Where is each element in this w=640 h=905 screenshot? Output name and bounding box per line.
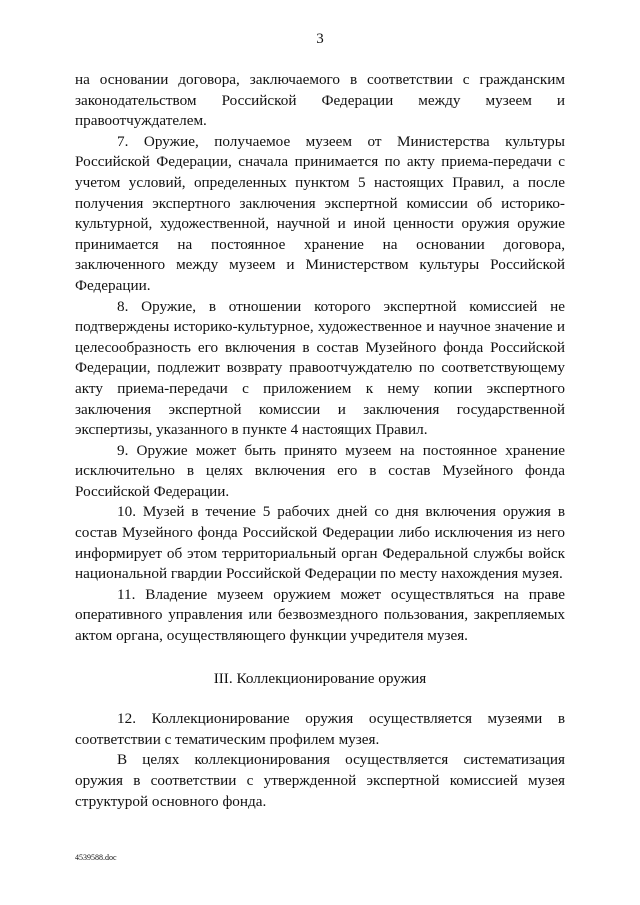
paragraph-11: 11. Владение музеем оружием может осуществляться на праве оперативного управления или безвозмездного пользования, закрепляемых актом органа, осуществляющего функции учредителя музея. <box>75 585 565 645</box>
paragraph-8: 8. Оружие, в отношении которого экспертной комиссией не подтверждены историко-культурное, художественное и научное значение и целесообразность его включения в состав Музейного фонда Российской Федерации, подлежит возврату правоотчуждателю по соответствующему акту приема-передачи с приложением к нему копии экспертного заключения экспертной комиссии и заключения государственной экспертизы, указанного в пункте 4 настоящих Правил. <box>75 297 565 439</box>
page-number: 3 <box>316 31 324 47</box>
footer-file-reference: 4539588.doc <box>75 853 117 862</box>
paragraph-7: 7. Оружие, получаемое музеем от Министерства культуры Российской Федерации, сначала принимается по акту приема-передачи с учетом условий, определенных пунктом 5 настоящих Правил, а после получения экспертного заключения экспертной комиссии об историко-культурной, художественной, научной и иной ценности оружия оружие принимается на постоянное хранение на основании договора, заключенного между музеем и Министерством культуры Российской Федерации. <box>75 132 565 294</box>
paragraph-12: 12. Коллекционирование оружия осуществляется музеями в соответствии с тематическим профилем музея. <box>75 710 565 748</box>
paragraph-9: 9. Оружие может быть принято музеем на постоянное хранение исключительно в целях включения его в состав Музейного фонда Российской Федерации. <box>75 441 565 500</box>
paragraph-10: 10. Музей в течение 5 рабочих дней со дня включения оружия в состав Музейного фонда Российской Федерации либо исключения из него информирует об этом территориальный орган Федеральной службы войск национальной гвардии Российской Федерации по месту нахождения музея. <box>75 503 565 583</box>
section-heading: III. Коллекционирование оружия <box>213 669 427 687</box>
paragraph-continuation: на основании договора, заключаемого в соответствии с гражданским законодательством Российской Федерации между музеем и правоотчуждателем. <box>75 71 565 130</box>
document-body <box>75 70 565 812</box>
paragraph-12-continued: В целях коллекционирования осуществляется систематизация оружия в соответствии с утвержденной экспертной комиссией музея структурой основного фонда. <box>75 751 565 810</box>
